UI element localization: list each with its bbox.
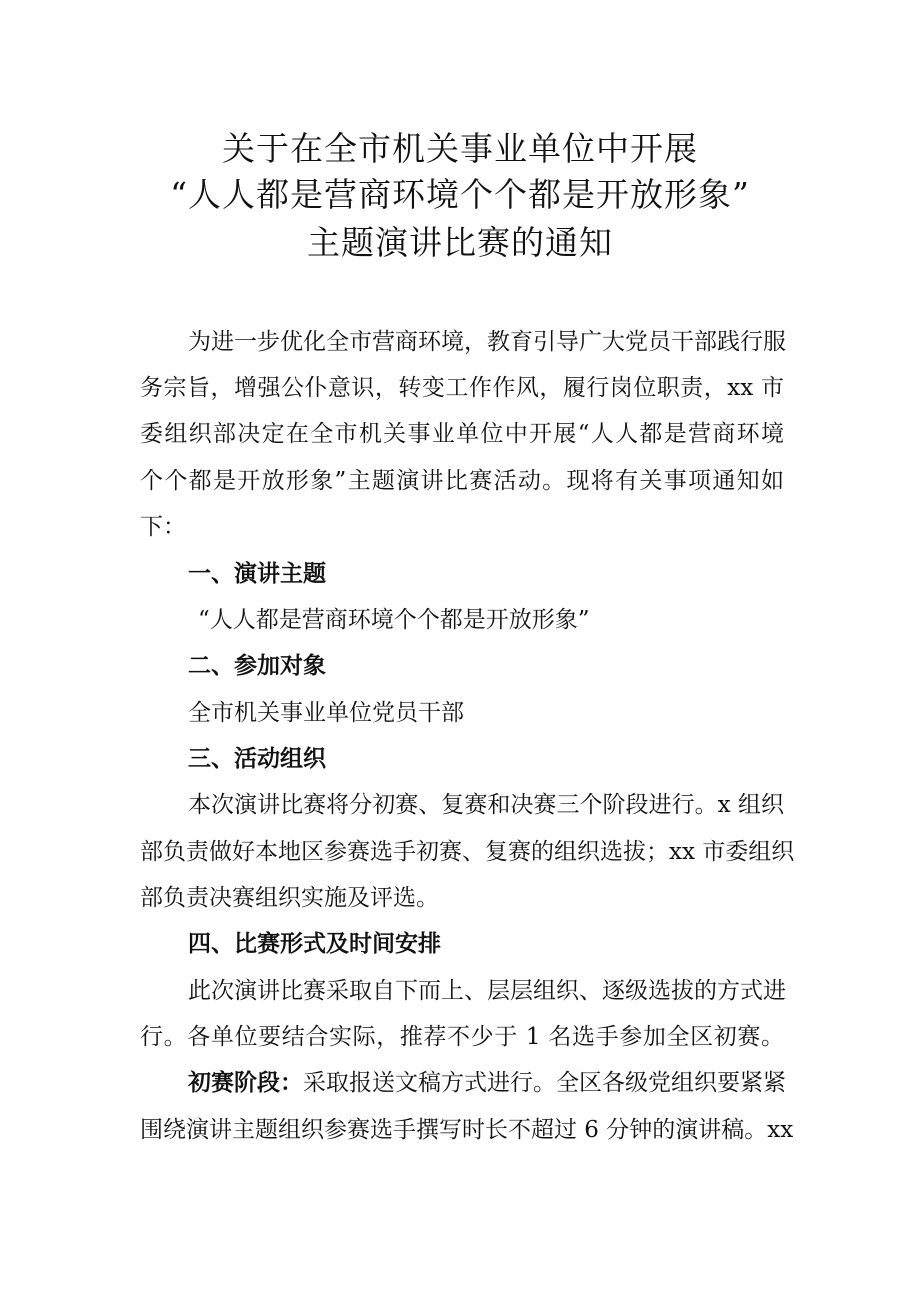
prelim-line-1 bbox=[188, 1067, 784, 1099]
section-3-line-1: 本次演讲比赛将分初赛、复赛和决赛三个阶段进行。x 组织 bbox=[188, 792, 784, 818]
title-line-1: 关于在全市机关事业单位中开展 bbox=[222, 129, 698, 168]
section-4-line-2: 行。各单位要结合实际，推荐不少于 1 名选手参加全区初赛。 bbox=[140, 1024, 784, 1050]
title-line-3: 主题演讲比赛的通知 bbox=[307, 223, 613, 262]
intro-line-3: 委组织部决定在全市机关事业单位中开展“人人都是营商环境 bbox=[140, 421, 784, 447]
section-3-heading: 三、活动组织 bbox=[188, 745, 326, 772]
intro-line-2: 务宗旨，增强公仆意识，转变工作作风，履行岗位职责，xx 市 bbox=[140, 375, 784, 401]
section-4-heading: 四、比赛形式及时间安排 bbox=[188, 930, 441, 957]
section-3-line-2: 部负责做好本地区参赛选手初赛、复赛的组织选拔；xx 市委组织 bbox=[140, 839, 795, 865]
title-line-2: “人人都是营商环境个个都是开放形象” bbox=[170, 175, 750, 214]
prelim-line-2: 围绕演讲主题组织参赛选手撰写时长不超过 6 分钟的演讲稿。xx bbox=[140, 1117, 794, 1143]
section-4-line-1: 此次演讲比赛采取自下而上、层层组织、逐级选拔的方式进 bbox=[188, 978, 786, 1004]
intro-line-4: 个个都是开放形象”主题演讲比赛活动。现将有关事项通知如 bbox=[140, 468, 784, 494]
section-3-line-3: 部负责决赛组织实施及评选。 bbox=[140, 885, 439, 911]
section-1-body: “人人都是营商环境个个都是开放形象” bbox=[198, 607, 590, 633]
intro-line-1: 为进一步优化全市营商环境，教育引导广大党员干部践行服 bbox=[188, 329, 786, 355]
intro-line-5: 下： bbox=[140, 514, 186, 540]
section-2-heading: 二、参加对象 bbox=[188, 652, 326, 679]
prelim-label: 初赛阶段： bbox=[188, 1069, 303, 1096]
prelim-line-1-text: 采取报送文稿方式进行。全区各级党组织要紧紧 bbox=[303, 1070, 786, 1096]
section-1-heading: 一、演讲主题 bbox=[188, 560, 326, 587]
section-2-body: 全市机关事业单位党员干部 bbox=[188, 700, 464, 726]
